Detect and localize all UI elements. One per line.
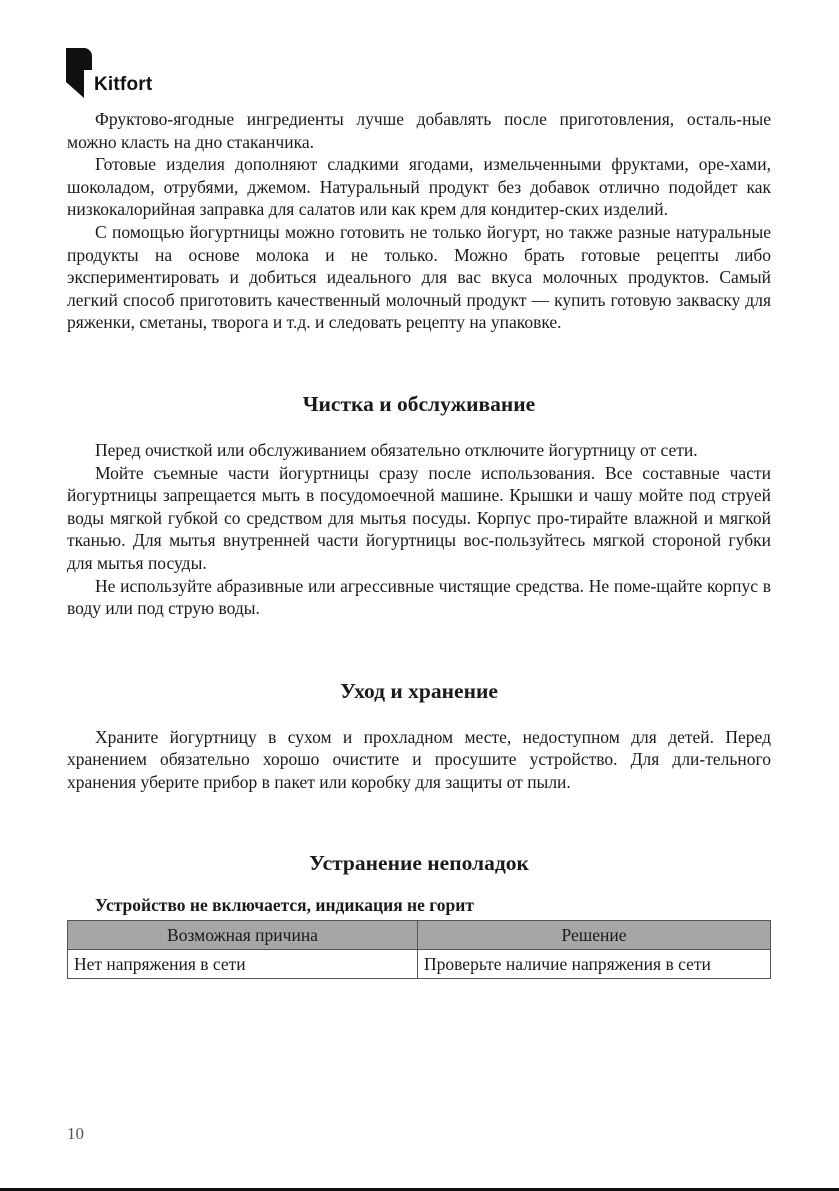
cleaning-section (67, 439, 771, 620)
paragraph: Фруктово-ягодные ингредиенты лучше добавлять после приготовления, осталь-ные можно класть на дно стаканчика. (67, 109, 771, 152)
storage-section (67, 726, 771, 794)
paragraph: Храните йогуртницу в сухом и прохладном месте, недоступном для детей. Перед хранением обязательно хорошо очистите и просушите устройство. Для дли-тельного хранения уберите прибор в пакет или коробку для защиты от пыли. (67, 726, 771, 792)
paragraph: Не используйте абразивные или агрессивные чистящие средства. Не поме-щайте корпус в воду или под струю воды. (67, 575, 771, 619)
column-header-solution: Решение (418, 921, 771, 950)
intro-section (67, 108, 771, 334)
kitfort-logo-icon (66, 48, 92, 98)
column-header-cause: Возможная причина (68, 921, 418, 950)
paragraph: Мойте съемные части йогуртницы сразу после использования. Все составные части йогуртницы запрещается мыть в посудомоечной машине. Крышки и чашу мойте под струей воды мягкой губкой со средством для мытья посуды. Корпус про-тирайте влажной и мягкой тканью. Для мытья внутренней части йогуртницы вос-пользуйтесь мягкой стороной губки для мытья посуды. (67, 462, 771, 573)
page-content (67, 108, 771, 979)
paragraph: Перед очисткой или обслуживанием обязательно отключите йогуртницу от сети. (95, 439, 698, 460)
table-row (68, 950, 771, 979)
paragraph: Готовые изделия дополняют сладкими ягодами, измельченными фруктами, оре-хами, шоколадом, отрубями, джемом. Натуральный продукт без добавок отлично подойдет как низкокалорийная заправка для салатов или как крем для кондитер-ских изделий. (67, 154, 771, 220)
troubleshooting-table (67, 920, 771, 979)
problem-heading: Устройство не включается, индикация не горит (95, 895, 474, 916)
section-title-troubleshooting: Устранение неполадок (309, 851, 529, 876)
brand-logo (66, 48, 186, 98)
table-cell-solution: Проверьте наличие напряжения в сети (418, 950, 771, 979)
table-cell-cause: Нет напряжения в сети (68, 950, 418, 979)
page-number: 10 (67, 1124, 84, 1143)
section-title-storage: Уход и хранение (340, 678, 498, 703)
brand-name: Kitfort (94, 74, 153, 95)
paragraph: С помощью йогуртницы можно готовить не только йогурт, но также разные натуральные продукты на основе молока и не только. Можно брать готовые рецепты либо экспериментировать и добиться идеального для вас вкуса молочных продуктов. Самый легкий способ приготовить качественный молочный продукт — купить готовую закваску для ряженки, сметаны, творога и т.д. и следовать рецепту на упаковке. (67, 221, 771, 333)
table-header-row (68, 921, 771, 950)
section-title-cleaning: Чистка и обслуживание (302, 391, 536, 416)
